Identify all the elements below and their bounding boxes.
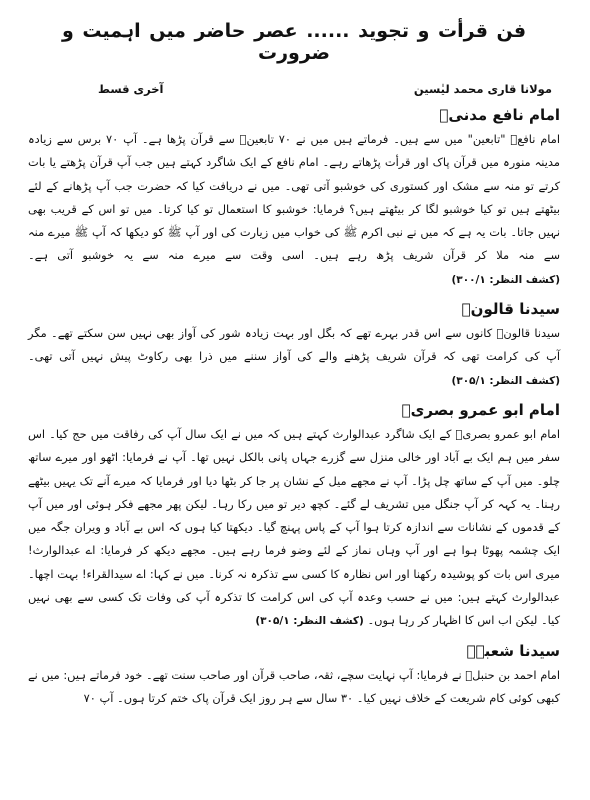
section-nafi — [28, 106, 560, 292]
section-heading: سیدنا شعبہؒ — [466, 641, 560, 660]
section-heading: امام نافع مدنیؒ — [439, 106, 560, 124]
section-reference: (کشف النظر: ۳۰۰/۱) — [451, 273, 560, 286]
section-reference: (کشف النظر: ۳۰۵/۱) — [255, 615, 364, 628]
section-text — [28, 423, 560, 634]
section-body: امام ابو عمرو بصریؒ کے ایک شاگرد عبدالوارث کہتے ہیں کہ میں نے ایک سال آپ کی رفاقت میں حج کیا۔ اس سفر میں ہم ایک بے آباد اور خالی منزل سے گزرے جہاں پانی بالکل نہیں تھا۔ آپ نے فرمایا: اٹھو اور میرے ساتھ چلو۔ میں آپ کے ساتھ چل پڑا۔ آپ نے مجھے میل کے نشان پر جا کر بٹھا دیا اور فرمایا کہ میرے آنے تک یہیں بیٹھے رہنا۔ یہ کہہ کر آپ جنگل میں تشریف لے گئے۔ کچھ دیر تو میں رکا رہا۔ لیکن پھر مجھے فکر ہوئی اور میں آپ کے قدموں کے نشانات سے اندازہ کرتا ہوا آپ کے پاس پہنچ گیا۔ دیکھتا کیا ہوں کہ اس بے آباد و ویران جگہ میں ایک چشمہ پھوٹا ہوا ہے اور آپ وہاں نماز کے لئے وضو فرما رہے ہیں۔ مجھے دیکھ کر فرمایا: اے عبدالوارث! میری اس بات کو پوشیدہ رکھنا اور اس نظارہ کا کسی سے تذکرہ نہ کرنا۔ میں نے کہا: اے سیدالقراء! بہت اچھا۔ عبدالوارث کہتے ہیں: میں نے حسب وعدہ آپ کی اس کرامت کا تذکرہ آپ کی وفات تک کسی سے بھی نہیں کیا۔ لیکن اب اس کا اظہار کر رہا ہوں۔ — [28, 426, 560, 628]
section-body: سیدنا قالونؒ کانوں سے اس قدر بہرے تھے کہ بگل اور بہت زیادہ شور کی آواز بھی نہیں سن سکتے تھے۔ مگر آپ کی کرامت تھی کہ قرآن شریف پڑھنے والے کی آواز سننے میں ذرا بھی رکاوٹ پیش نہیں آتی تھی۔ — [28, 326, 560, 364]
article-title: فن قرأت و تجوید ...... عصر حاضر میں اہمیت و ضرورت — [61, 20, 527, 64]
section-qaloon — [28, 300, 560, 393]
installment-label: آخری قسط — [98, 82, 164, 96]
section-body: امام احمد بن حنبلؒ نے فرمایا: آپ نہایت سچے، ثقہ، صاحب قرآن اور صاحب سنت تھے۔ خود فرماتے ہیں: میں نے کبھی کوئی کام شریعت کے خلاف نہیں کیا۔ ۳۰ سال سے ہر روز ایک قرآن پاک ختم کرتا ہوں۔ آپ ۷۰ — [28, 667, 560, 705]
author-name: مولانا قاری محمد لیٰسین — [413, 82, 552, 96]
section-reference: (کشف النظر: ۳۰۵/۱) — [451, 374, 560, 387]
section-heading: امام ابو عمرو بصریؒ — [401, 400, 560, 419]
section-text — [28, 664, 560, 711]
section-heading: سیدنا قالونؒ — [461, 300, 560, 319]
section-text — [28, 128, 560, 292]
section-body: امام نافعؒ "تابعین" میں سے ہیں۔ فرماتے ہیں میں نے ۷۰ تابعینؒ سے قرآن پڑھا ہے۔ آپ ۷۰ برس سے زیادہ مدینہ منورہ میں قرآن پاک اور قرأت پڑھاتے رہے۔ امام نافع کے ایک شاگرد کہتے ہیں جب آپ قرآن پڑھتے یا بات کرتے تو منہ سے مشک اور کستوری کی خوشبو آتی تھی۔ میں نے دریافت کیا کہ حضرت جب آپ پڑھانے کے لئے بیٹھتے ہیں تو کیا خوشبو لگا کر بیٹھتے ہیں؟ فرمایا: خوشبو کا استعمال تو کیا کرتا۔ میں تو اس کے قریب بھی نہیں جاتا۔ بات یہ ہے کہ میں نے نبی اکرم ﷺ کی خواب میں زیارت کی اور آپ ﷺ کو دیکھا کہ آپ ﷺ میرے منہ سے منہ ملا کر قرآن شریف پڑھ رہے ہیں۔ اسی وقت سے میرے منہ سے یہ خوشبو آتی ہے۔ — [28, 132, 560, 263]
section-text — [28, 322, 560, 393]
article-meta — [98, 82, 552, 96]
section-abu-amr — [28, 401, 560, 634]
section-shuba — [28, 642, 560, 711]
